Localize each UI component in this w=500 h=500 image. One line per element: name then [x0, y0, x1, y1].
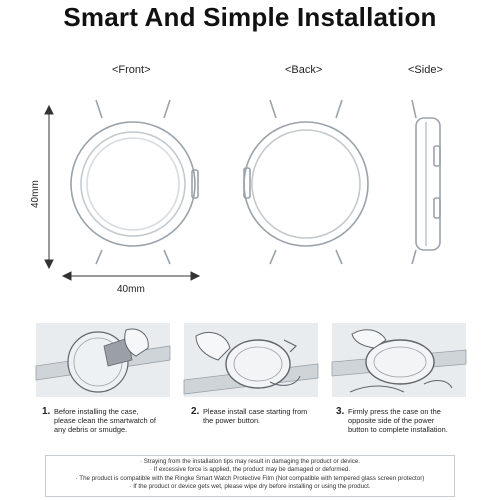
step-1-illustration: [36, 323, 170, 397]
step-1-text: [54, 407, 156, 434]
step-2-line: Please install case starting from: [203, 407, 308, 416]
width-dimension-label: 40mm: [117, 284, 145, 295]
step-3-text: [348, 407, 448, 434]
notice-line: · If excessive force is applied, the product may be damaged or deformed.: [149, 466, 351, 474]
notice-line: · If the product or device gets wet, please wipe dry before installing or using the product.: [129, 483, 371, 491]
notice-line: · Straying from the installation tips may result in damaging the product or device.: [139, 458, 361, 465]
back-view-label: <Back>: [285, 64, 323, 76]
step-3-line: Firmly press the case on the: [348, 407, 441, 416]
step-3-number: 3.: [336, 406, 345, 417]
page-title: Smart And Simple Installation: [63, 2, 437, 32]
front-view-label: <Front>: [112, 64, 151, 76]
step-1-number: 1.: [42, 406, 51, 417]
step-2-illustration: [184, 323, 318, 397]
side-view-label: <Side>: [408, 64, 443, 76]
caution-notice-box: [45, 455, 455, 497]
step-1-line: any debris or smudge.: [54, 425, 128, 434]
step-3-illustration: [332, 323, 466, 397]
step-2-line: the power button.: [203, 416, 261, 425]
step-2-number: 2.: [191, 406, 200, 417]
step-3-line: opposite side of the power: [348, 416, 435, 425]
step-1-line: Before installing the case,: [54, 407, 139, 416]
notice-line: · The product is compatible with the Ringke Smart Watch Protective Film (Not compatible with tempered glass screen protector): [75, 474, 425, 482]
step-2-text: [203, 407, 307, 425]
step-3-line: button to complete installation.: [348, 425, 448, 434]
step-1-line: please clean the smartwatch of: [54, 416, 156, 425]
height-dimension-label: 40mm: [30, 180, 41, 208]
